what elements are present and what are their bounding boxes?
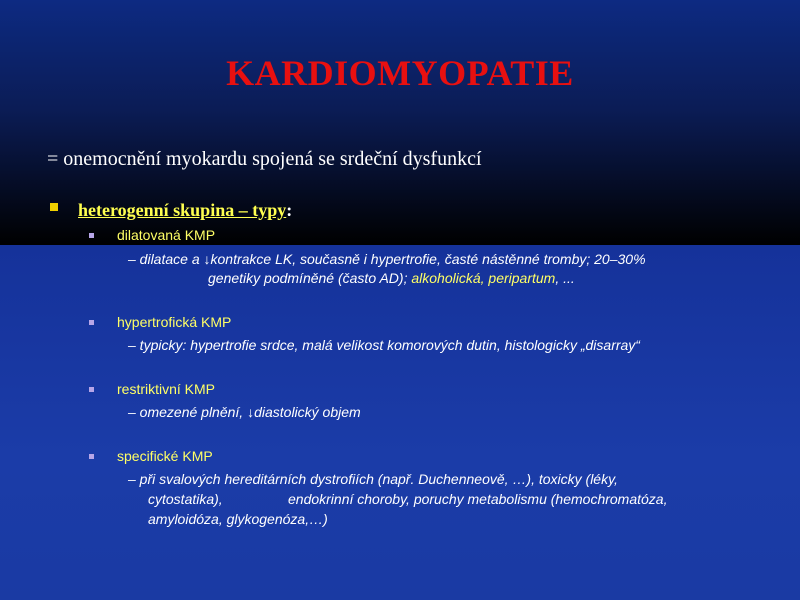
type-desc-specific-line2b: endokrinní choroby, poruchy metabolismu (hemochromatóza,	[288, 491, 668, 507]
types-heading-text: heterogenní skupina – typy	[78, 200, 287, 220]
type-label-hypertrophic: hypertrofická KMP	[117, 314, 232, 330]
slide-background	[0, 245, 800, 600]
slide-title: KARDIOMYOPATIE	[226, 53, 574, 93]
sub-bullet-icon	[89, 233, 94, 238]
type-desc-hypertrophic: – typicky: hypertrofie srdce, malá velikost komorových dutin, histologicky „disarray“	[128, 337, 640, 353]
square-bullet-icon	[50, 203, 58, 211]
type-label-dilated: dilatovaná KMP	[117, 227, 216, 243]
type-desc-restrictive: – omezené plnění, ↓diastolický objem	[128, 404, 361, 420]
type-desc-specific-line1: – při svalových hereditárních dystrofiích (např. Duchenneově, …), toxicky (léky,	[128, 471, 618, 487]
sub-bullet-icon	[89, 454, 94, 459]
types-heading-colon: :	[286, 200, 293, 220]
sub-bullet-icon	[89, 387, 94, 392]
type-desc-dilated-highlight: alkoholická, peripartum	[411, 270, 556, 286]
type-label-specific: specifické KMP	[117, 448, 213, 464]
type-desc-dilated-line2	[208, 270, 575, 286]
type-desc-dilated-line2-end: , ...	[555, 270, 575, 286]
types-heading	[78, 200, 292, 221]
sub-bullet-icon	[89, 320, 94, 325]
type-desc-dilated-line2-plain: genetiky podmíněné (často AD);	[208, 270, 412, 286]
type-desc-specific-line2a: cytostatika),	[148, 491, 223, 507]
definition-text: = onemocnění myokardu spojená se srdeční dysfunkcí	[47, 148, 482, 170]
type-desc-specific-line3: amyloidóza, glykogenóza,…)	[148, 511, 328, 527]
type-desc-dilated-line1: – dilatace a ↓kontrakce LK, současně i hypertrofie, časté nástěnné tromby; 20–30%	[128, 251, 646, 267]
type-label-restrictive: restriktivní KMP	[117, 381, 216, 397]
